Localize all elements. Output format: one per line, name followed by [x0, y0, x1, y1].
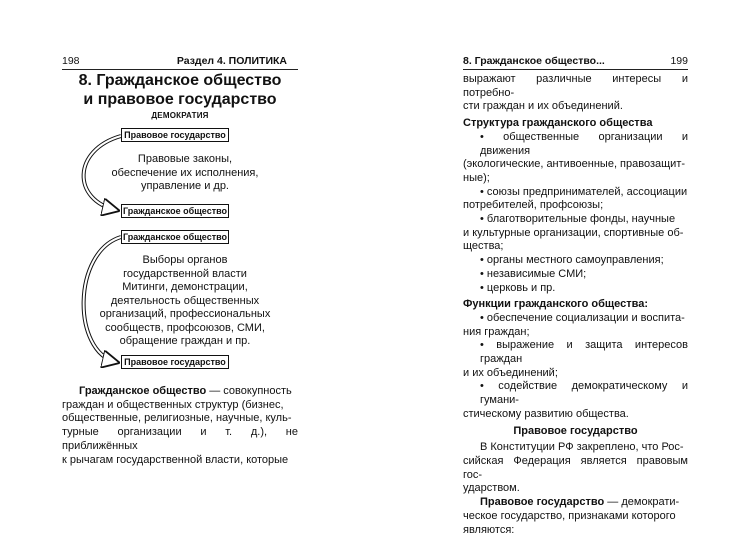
- right-page: [375, 0, 750, 507]
- text-line: сийская Федерация является правовым гос-: [463, 455, 688, 482]
- list-item: и культурные организации, спортивные об-: [463, 227, 688, 241]
- list-item: • выражение и защита интересов граждан: [463, 339, 688, 366]
- definition-term: Гражданское общество: [79, 385, 206, 397]
- left-running-header: Раздел 4. ПОЛИТИКА: [177, 55, 287, 67]
- text-line: ударством.: [463, 482, 688, 496]
- civil-society-definition: [62, 385, 298, 467]
- list-item: • союзы предпринимателей, ассоциации: [463, 186, 688, 200]
- left-page: [0, 0, 375, 507]
- text-line: деятельность общественных: [98, 295, 272, 309]
- right-page-number: 199: [670, 55, 688, 67]
- legal-state-heading: Правовое государство: [463, 425, 688, 439]
- legal-state-term: Правовое государство: [480, 496, 604, 508]
- chapter-title-line2: и правовое государство: [62, 90, 298, 109]
- list-item: потребителей, профсоюзы;: [463, 199, 688, 213]
- text-line: граждан и общественных структур (бизнес,: [62, 399, 298, 413]
- list-item: • обеспечение социализации и воспита-: [463, 312, 688, 326]
- text-line: выражают различные интересы и потребно-: [463, 73, 688, 100]
- list-item: • благотворительные фонды, научные: [463, 213, 688, 227]
- list-item: • общественные организации и движения: [463, 131, 688, 158]
- society-to-state-text: [98, 254, 272, 349]
- functions-heading: Функции гражданского общества:: [463, 298, 688, 312]
- text-line: В Конституции РФ закреплено, что Рос-: [463, 441, 688, 455]
- box-civil-society-2: Гражданское общество: [121, 230, 229, 244]
- text-line: организаций, профессиональных: [98, 308, 272, 322]
- list-item: • независимые СМИ;: [463, 268, 688, 282]
- text-line: — совокупность: [206, 385, 292, 397]
- chapter-title-line1: 8. Гражданское общество: [62, 71, 298, 90]
- list-item: ния граждан;: [463, 326, 688, 340]
- text-line: Правовые законы,: [110, 153, 260, 167]
- text-line: ческое государство, признаками которого: [463, 510, 688, 524]
- right-running-header: 8. Гражданское общество...: [463, 55, 605, 67]
- list-item: • церковь и пр.: [463, 282, 688, 296]
- list-item: (экологические, антивоенные, правозащит-: [463, 158, 688, 172]
- left-page-number: 198: [62, 55, 80, 67]
- text-line: Выборы органов: [98, 254, 272, 268]
- list-item: и их объединений;: [463, 367, 688, 381]
- box-legal-state-bottom: Правовое государство: [121, 355, 229, 369]
- state-to-society-text: [110, 153, 260, 194]
- list-item: ные);: [463, 172, 688, 186]
- right-text-block: [463, 73, 688, 537]
- text-line: сти граждан и их объединений.: [463, 100, 688, 114]
- text-line: — демократи-: [604, 496, 679, 508]
- democracy-subheading: ДЕМОКРАТИЯ: [62, 111, 298, 120]
- list-item: • органы местного самоуправления;: [463, 254, 688, 268]
- text-line: обеспечение их исполнения,: [110, 167, 260, 181]
- text-line: управление и др.: [110, 180, 260, 194]
- text-line: Митинги, демонстрации,: [98, 281, 272, 295]
- box-civil-society-1: Гражданское общество: [121, 204, 229, 218]
- text-line: государственной власти: [98, 268, 272, 282]
- right-header-rule: [463, 69, 688, 70]
- list-item: щества;: [463, 240, 688, 254]
- box-legal-state-top: Правовое государство: [121, 128, 229, 142]
- text-line: к рычагам государственной власти, которые: [62, 454, 298, 468]
- list-item: стическому развитию общества.: [463, 408, 688, 422]
- text-line: сообществ, профсоюзов, СМИ,: [98, 322, 272, 336]
- text-line: являются:: [463, 524, 688, 537]
- text-line: обращение граждан и пр.: [98, 335, 272, 349]
- structure-heading: Структура гражданского общества: [463, 117, 688, 131]
- text-line: турные организации и т. д.), не приближённых: [62, 426, 298, 453]
- text-line: общественные, религиозные, научные, куль-: [62, 412, 298, 426]
- list-item: • содействие демократическому и гумани-: [463, 380, 688, 407]
